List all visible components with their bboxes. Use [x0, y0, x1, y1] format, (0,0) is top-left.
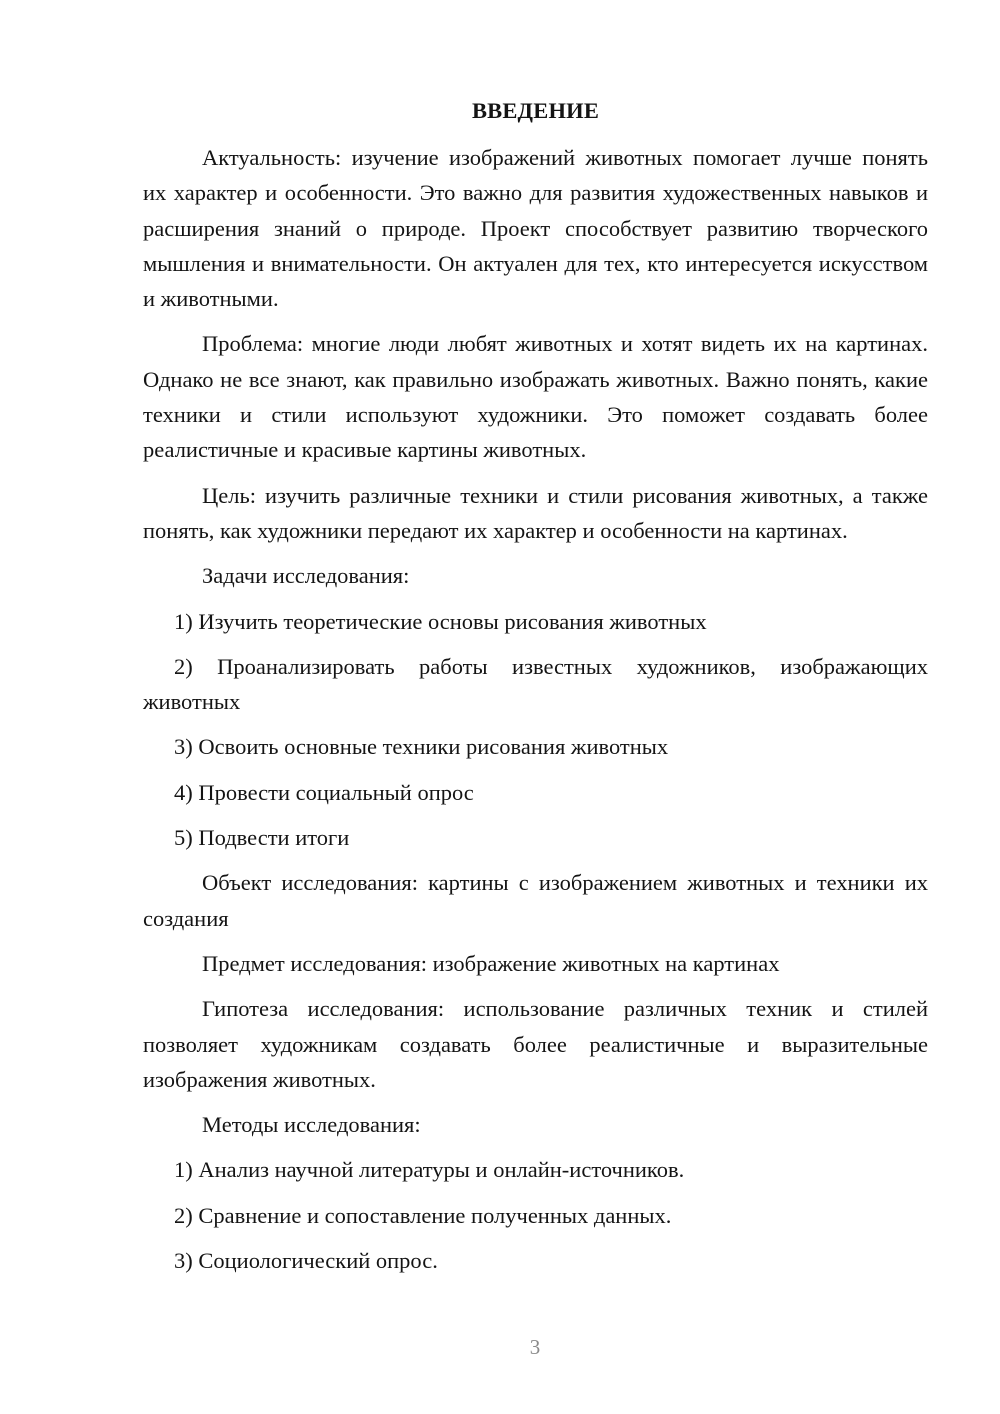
task-item: 5) Подвести итоги — [174, 825, 350, 851]
relevance-paragraph: Актуальность: изучение изображений животных помогает лучше понять их характер и особенности. Это важно для развития художественных навыков и расширения знаний о природе. Проект способствует развитию творческого мышления и внимательности. Он актуален для тех, кто интересуется искусством и животными. — [143, 145, 928, 312]
goal-paragraph: Цель: изучить различные техники и стили рисования животных, а также понять, как художники передают их характер и особенности на картинах. — [143, 482, 928, 543]
hypothesis-paragraph: Гипотеза исследования: использование различных техник и стилей позволяет художникам создавать более реалистичные и выразительные изображения животных. — [143, 996, 928, 1092]
subject-paragraph: Предмет исследования: изображение животных на картинах — [202, 950, 780, 976]
method-item: 1) Анализ научной литературы и онлайн-источников. — [174, 1157, 685, 1183]
task-item: 2) Проанализировать работы известных художников, изображающих животных — [143, 653, 928, 715]
task-item: 3) Освоить основные техники рисования животных — [174, 734, 669, 760]
method-item: 2) Сравнение и сопоставление полученных данных. — [174, 1202, 672, 1228]
section-heading: ВВЕДЕНИЕ — [471, 98, 600, 123]
tasks-title: Задачи исследования: — [202, 563, 410, 589]
method-item: 3) Социологический опрос. — [174, 1248, 438, 1274]
page-number: 3 — [529, 1335, 541, 1359]
problem-paragraph: Проблема: многие люди любят животных и хотят видеть их на картинах. Однако не все знают, как правильно изображать животных. Важно понять, какие техники и стили используют художники. Это поможет создавать более реалистичные и красивые картины животных. — [143, 331, 928, 463]
page-content — [143, 94, 928, 1288]
object-paragraph: Объект исследования: картины с изображением животных и техники их создания — [143, 870, 928, 931]
methods-title: Методы исследования: — [202, 1112, 421, 1138]
task-item: 1) Изучить теоретические основы рисования животных — [174, 608, 707, 634]
task-item: 4) Провести социальный опрос — [174, 779, 474, 805]
